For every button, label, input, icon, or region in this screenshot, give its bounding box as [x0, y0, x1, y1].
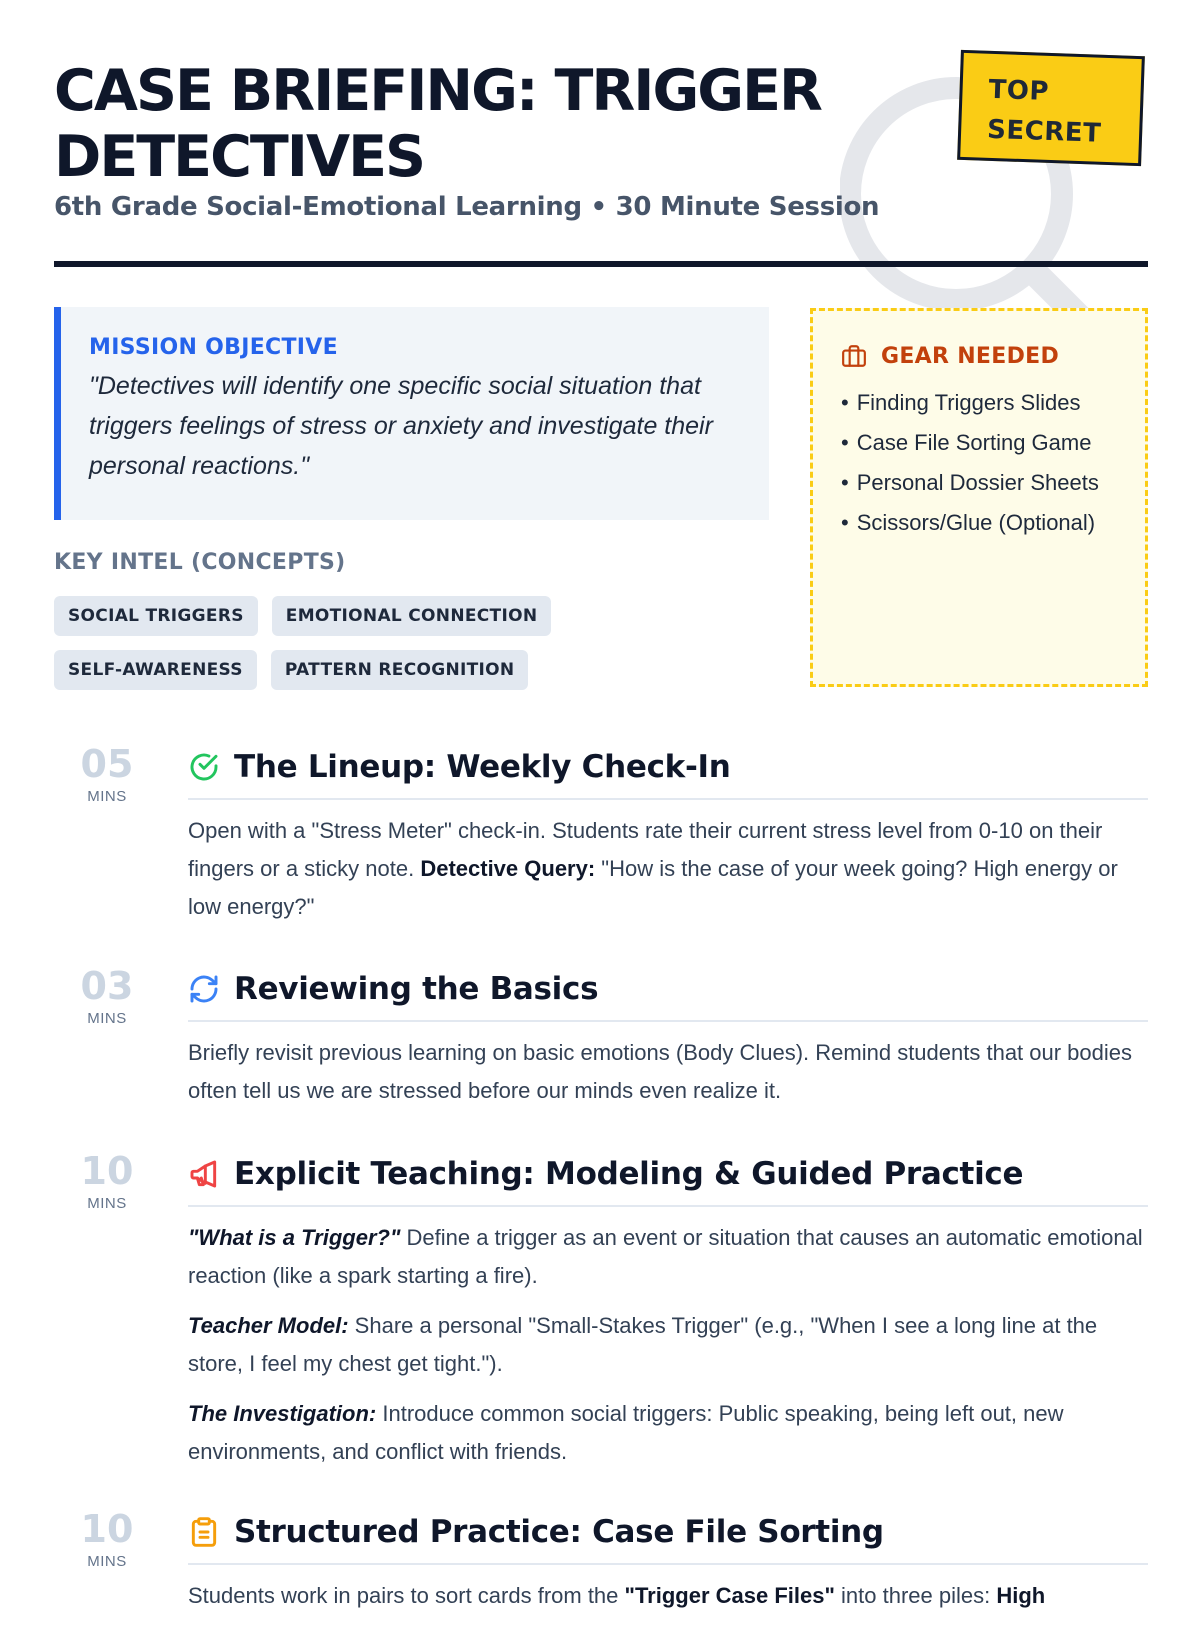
stamp-line-2: SECRET [986, 114, 1102, 149]
gear-list [841, 383, 1119, 543]
step-header [188, 964, 1148, 1022]
step-text: Briefly revisit previous learning on basic emotions (Body Clues). Remind students that our bodies often tell us we are stressed before our minds even realize it. [188, 1040, 1133, 1103]
concept-tag: PATTERN RECOGNITION [271, 650, 529, 690]
gear-needed-label: GEAR NEEDED [881, 343, 1060, 369]
header-divider [54, 261, 1148, 267]
gear-needed-box [810, 308, 1148, 687]
step-duration [54, 742, 160, 805]
step-lead: "What is a Trigger?" [188, 1225, 401, 1250]
step-text: into three piles: [834, 1583, 997, 1608]
briefcase-icon [841, 343, 867, 369]
step-description [188, 1034, 1148, 1110]
step-text: Open with a "Stress Meter" check-in. Students rate their current stress level from 0-10 on their fingers or a sticky note. [188, 818, 1103, 881]
step-body [188, 1507, 1148, 1627]
trigger-case-files-label: "Trigger Case Files" [624, 1583, 835, 1608]
step-duration [54, 1149, 160, 1212]
step-header [188, 1507, 1148, 1565]
page-subtitle: 6th Grade Social-Emotional Learning • 30 Minute Session [54, 192, 880, 222]
concept-tag: EMOTIONAL CONNECTION [272, 596, 552, 636]
megaphone-icon [188, 1158, 220, 1190]
step-text: Share a personal "Small-Stakes Trigger" (e.g., "When I see a long line at the store, I feel my chest get tight."). [188, 1313, 1098, 1376]
step-duration [54, 964, 160, 1027]
step-minutes-unit: MINS [87, 788, 127, 805]
step-minutes: 05 [80, 742, 134, 786]
gear-item: • Case File Sorting Game [841, 423, 1119, 463]
step-title: Structured Practice: Case File Sorting [234, 1514, 884, 1550]
step-header [188, 1149, 1148, 1207]
key-intel-label: KEY INTEL (CONCEPTS) [54, 550, 346, 575]
step-minutes-unit: MINS [87, 1010, 127, 1027]
step-text: Students work in pairs to sort cards from the [188, 1583, 625, 1608]
gear-item: • Personal Dossier Sheets [841, 463, 1119, 503]
step-text: Define a trigger as an event or situation that causes an automatic emotional reaction (like a spark starting a fire). [188, 1225, 1143, 1288]
gear-needed-heading [841, 343, 1119, 369]
step-text: "How is the case of your week going? High energy or low energy?" [188, 856, 1118, 919]
clipboard-icon [188, 1516, 220, 1548]
step-description [188, 812, 1148, 926]
step-header [188, 742, 1148, 800]
concept-tags [54, 596, 614, 690]
step-body [188, 742, 1148, 938]
concept-tag: SOCIAL TRIGGERS [54, 596, 258, 636]
top-secret-stamp [957, 50, 1145, 166]
gear-item: • Scissors/Glue (Optional) [841, 503, 1119, 543]
step-minutes: 10 [80, 1507, 134, 1551]
step-title: Explicit Teaching: Modeling & Guided Practice [234, 1156, 1024, 1192]
step-minutes: 10 [80, 1149, 134, 1193]
step-lead: Teacher Model: [188, 1313, 349, 1338]
step-title: The Lineup: Weekly Check-In [234, 749, 731, 785]
concept-tag: SELF-AWARENESS [54, 650, 257, 690]
step-description [188, 1219, 1148, 1471]
mission-objective-label: MISSION OBJECTIVE [89, 335, 338, 360]
step-text: Introduce common social triggers: Public speaking, being left out, new environments, and conflict with friends. [188, 1401, 1064, 1464]
refresh-icon [188, 973, 220, 1005]
pile-label: High [996, 1583, 1046, 1608]
check-circle-icon [188, 751, 220, 783]
step-duration [54, 1507, 160, 1570]
step-minutes: 03 [80, 964, 134, 1008]
step-minutes-unit: MINS [87, 1553, 127, 1570]
page-title: CASE BRIEFING: TRIGGER DETECTIVES [54, 58, 821, 190]
step-body [188, 1149, 1148, 1483]
step-title: Reviewing the Basics [234, 971, 599, 1007]
gear-item: • Finding Triggers Slides [841, 383, 1119, 423]
step-lead: The Investigation: [188, 1401, 377, 1426]
mission-objective-text: "Detectives will identify one specific social situation that triggers feelings of stress or anxiety and investigate their personal reactions." [89, 372, 713, 480]
detective-query-label: Detective Query: [420, 856, 596, 881]
step-minutes-unit: MINS [87, 1195, 127, 1212]
step-description [188, 1577, 1148, 1615]
mission-objective-box [54, 307, 769, 520]
stamp-line-1: TOP [988, 74, 1050, 107]
step-body [188, 964, 1148, 1122]
